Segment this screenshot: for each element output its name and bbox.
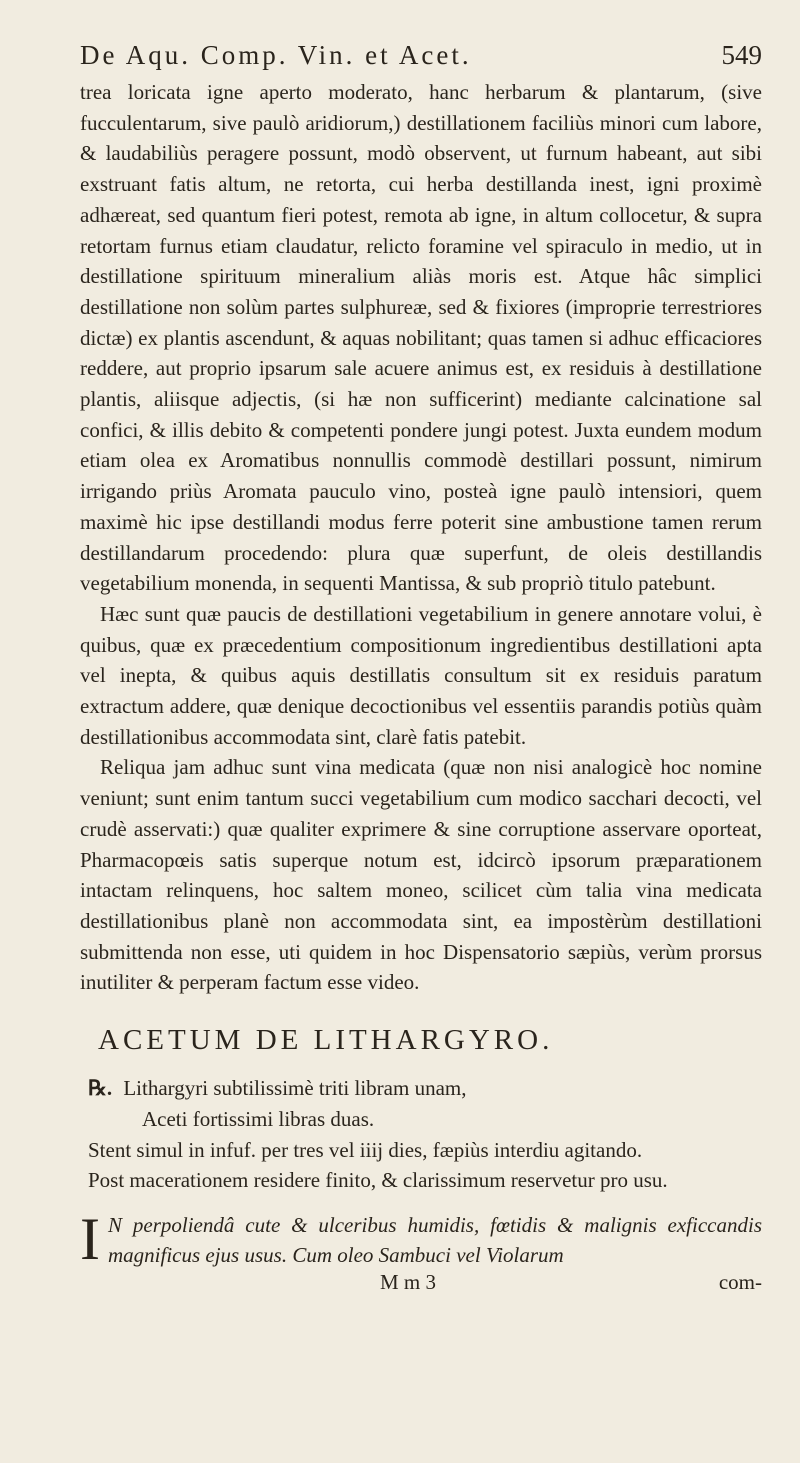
paragraph-2: Hæc sunt quæ paucis de destillationi vegetabilium in genere annotare volui, è quibus, quæ ex præcedentium compositionum ingredientibus destillationi apta vel inepta, & quibus aquis destillatis consultum sit ex residuis paratum extractum addere, quæ denique decoctionibus vel essentiis parandis potiùs quàm destillationibus accommodata sint, clarè fatis patebit. bbox=[80, 601, 762, 749]
recipe-line-3: Stent simul in infuf. per tres vel iiij dies, fæpiùs interdiu agitando. bbox=[88, 1137, 643, 1162]
running-head bbox=[80, 40, 762, 71]
paragraph-3: Reliqua jam adhuc sunt vina medicata (quæ non nisi analogicè hoc nomine veniunt; sunt enim tantum succi vegetabilium cum modico sacchari decocti, vel crudè asservati:) quæ qualiter exprimere & sine corruptione asservare oporteat, Pharmacopœis satis superque notum est, idcircò ipsorum præparationem intactam relinquens, hoc saltem moneo, scilicet cùm talia vina medicata destillationibus planè non accommodata sint, ea impostèrùm destillationi submittenda non esse, uti quidem in hoc Dispensatorio sæpiùs, verùm prorsus inutiliter & perperam factum esse video. bbox=[80, 755, 762, 995]
paragraph-1: trea loricata igne aperto moderato, hanc herbarum & plantarum, (sive fucculentarum, sive paulò aridiorum,) destillationem faciliùs minori cum labore, & laudabiliùs peragere possunt, modò observent, ut furnum habeant, aut sibi exstruant fatis altum, ne retorta, cui herba destillanda inest, igni proximè adhæreat, sed quantum fieri potest, remota ab igne, in altum collocetur, & supra retortam furnus etiam claudatur, relicto foramine vel spiraculo in medio, ut in destillatione spirituum mineralium aliàs moris est. Atque hâc simplici destillatione non solùm partes sulphureæ, sed & fixiores (improprie terrestriores dictæ) ex plantis ascendunt, & aquas nobilitant; quas tamen si adhuc efficaciores reddere, aut proprio ipsarum sale acuere animus est, ex residuis à destillatione plantis, aliisque adjectis, (si hæ non sufficerint) mediante calcinatione sal confici, & illis debito & competenti pondere jungi potest. Juxta eundem modum etiam olea ex Aromatibus nonnullis commodè destillari possunt, nimirum irrigando priùs Aromata pauculo vino, posteà igne paulò intensiori, quem maximè hic ipse destillandi modus ferre poterit sine ambustione tamen rerum destillandarum procedendo: plura quæ superfunt, de oleis destillandis vegetabilium monenda, in sequenti Mantissa, & sub propriò titulo patebunt. bbox=[80, 80, 762, 596]
section-title: ACETUM DE LITHARGYRO. bbox=[98, 1024, 554, 1057]
page-number: 549 bbox=[721, 40, 762, 70]
recipe-symbol: ℞. bbox=[88, 1076, 113, 1101]
running-head-title: De Aqu. Comp. Vin. et Acet. bbox=[80, 40, 472, 70]
final-paragraph-text: N perpoliendâ cute & ulceribus humidis, fœtidis & malignis exficcandis magnificus ejus usus. Cum oleo Sambuci vel Violarum bbox=[107, 1212, 762, 1267]
recipe-line-1: ℞. Lithargyri subtilissimè triti libram unam, bbox=[88, 1076, 467, 1101]
recipe bbox=[88, 1073, 762, 1196]
body-text bbox=[80, 77, 762, 998]
catchword: com- bbox=[718, 1269, 762, 1294]
recipe-line-4: Post macerationem residere finito, & clarissimum reservetur pro usu. bbox=[88, 1168, 668, 1193]
final-paragraph bbox=[80, 1205, 762, 1272]
page-footer bbox=[380, 1270, 762, 1295]
drop-cap: I bbox=[80, 1205, 100, 1272]
signature-mark: M m 3 bbox=[380, 1269, 437, 1294]
recipe-line-2: Aceti fortissimi libras duas. bbox=[142, 1106, 375, 1131]
